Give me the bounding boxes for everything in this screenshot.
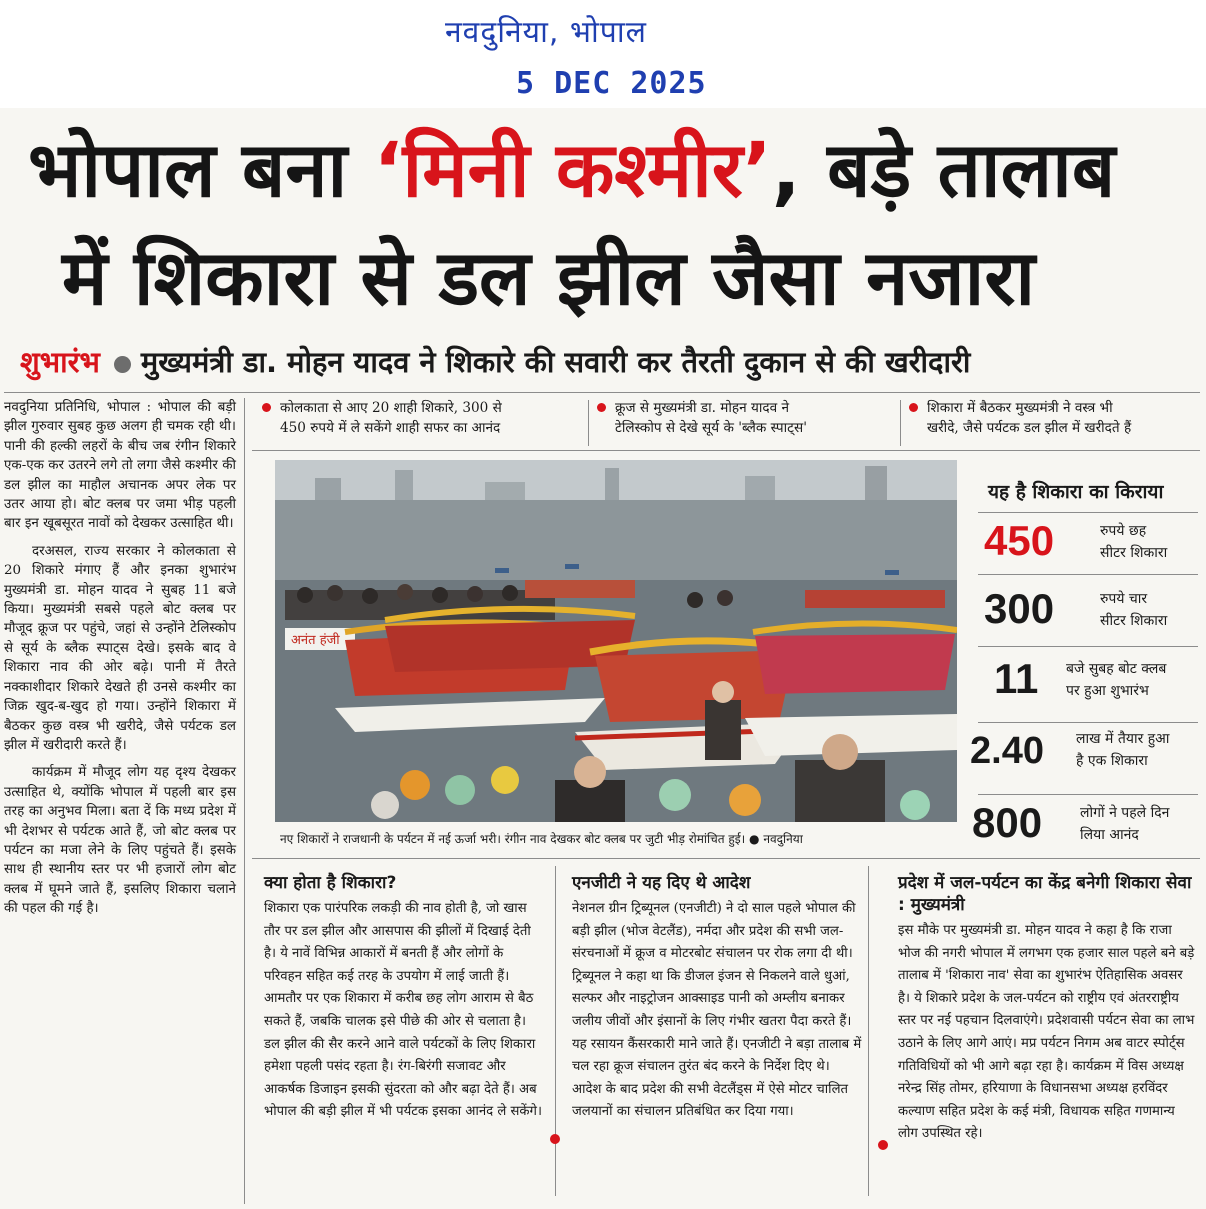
column-divider: [555, 866, 556, 1196]
headline-text: , बड़े तालाब: [771, 125, 1116, 214]
subheadline: [20, 338, 970, 386]
highlight-line: 450 रुपये में ले सकेंगे शाही सफर का आनंद: [280, 420, 501, 436]
article-body: नेशनल ग्रीन ट्रिब्यूनल (एनजीटी) ने दो साल पहले भोपाल की बड़ी झील (भोज वेटलैंड), नर्मदा और प्रदेश की सभी जल-संरचनाओं में क्रूज व मोटरबोट संचालन पर रोक लगा दी थी। ट्रिब्यूनल ने कहा था कि डीजल इंजन से निकलने वाले धुआं, सल्फर और नाइट्रोजन आक्साइड पानी को अम्लीय बनाकर जलीय जीवों और इंसानों के लिए गंभीर खतरा पैदा करते हैं। यह रसायन कैंसरकारी माने जाते हैं। एनजीटी ने बड़ा तालाब में चल रहा क्रूज संचालन तुरंत बंद करने के निर्देश दिए थे। आदेश के बाद प्रदेश की सभी वेटलैंड्स में ऐसे मोटर चालित जलयानों का संचालन प्रतिबंधित कर दिया गया।: [572, 901, 862, 1120]
fare-number: 11: [994, 655, 1039, 702]
lead-story: [4, 398, 236, 1198]
column-divider: [244, 398, 245, 1204]
article-body: इस मौके पर मुख्यमंत्री डा. मोहन यादव ने कहा है कि राजा भोज की नगरी भोपाल में लगभग एक हजार साल पहले बने बड़े तालाब में 'शिकारा नाव' सेवा का शुभारंभ ऐतिहासिक अवसर है। ये शिकारे प्रदेश के जल-पर्यटन को राष्ट्रीय एवं अंतरराष्ट्रीय स्तर पर नई पहचान दिलवाएंगे। प्रदेशवासी पर्यटन सेवा का लाभ उठाने के लिए आगे आएं। मप्र पर्यटन निगम अब वाटर स्पोर्ट्स गतिविधियों को भी आगे बढ़ा रहा है। कार्यक्रम में विस अध्यक्ष नरेन्द्र सिंह तोमर, हरियाणा के विधानसभा अध्यक्ष हरविंदर कल्याण सहित प्रदेश के कई मंत्री, विधायक सहित गणमान्य लोग उपस्थित रहे।: [898, 923, 1195, 1142]
divider: [978, 794, 1198, 795]
article-ngt-orders: [572, 872, 862, 1124]
section-tag: शुभारंभ: [20, 345, 100, 379]
fare-number: 300: [984, 585, 1055, 632]
article-title: क्या होता है शिकारा?: [264, 873, 397, 893]
fare-box-title: यह है शिकारा का किराया: [988, 481, 1164, 503]
fare-row: [970, 654, 1202, 726]
fare-label-line: रुपये छह: [1100, 523, 1147, 539]
fare-label-line: लाख में तैयार हुआ: [1076, 731, 1170, 747]
fare-number: 450: [984, 517, 1055, 564]
paragraph: कार्यक्रम में मौजूद लोग यह दृश्य देखकर उत्साहित थे, क्योंकि भोपाल में पहली बार इस तरह का अनुभव मिला। बता दें कि मध्य प्रदेश में भी देशभर से पर्यटक आते हैं, जो बोट क्लब पर पर्यटन का मजा लेने के लिए पहुंचते हैं। इसके साथ ही स्थानीय स्तर पर भी हजारों लोग बोट क्लब में घूमने जाते हैं, इसलिए शिकारा चलाने की पहल की गई है।: [4, 765, 236, 917]
fare-label: [1080, 802, 1169, 846]
bullet-dot-icon: [597, 403, 606, 412]
highlights: [255, 398, 1200, 446]
highlight-item: [927, 398, 1131, 438]
highlight-item: [615, 398, 807, 438]
fare-row: [970, 798, 1202, 870]
fare-number: 800: [972, 799, 1043, 846]
subheadline-text: मुख्यमंत्री डा. मोहन यादव ने शिकारे की सवारी कर तैरती दुकान से की खरीदारी: [140, 345, 971, 379]
divider: [978, 574, 1198, 575]
headline-line-2: में शिकारा से डल झील जैसा नजारा: [62, 233, 1036, 322]
bullet-dot-icon: [550, 1134, 560, 1144]
article-body: शिकारा एक पारंपरिक लकड़ी की नाव होती है, जो खास तौर पर डल झील और आसपास की झीलों में दिखाई देती है। ये नावें विभिन्न आकारों में बनती हैं और लोगों के परिवहन सहित कई तरह के उपयोग में लाई जाती हैं। आमतौर पर एक शिकारा में करीब छह लोग आराम से बैठ सकते हैं, जबकि चालक इसे पीछे की ओर से चलाता है। डल झील की सैर करने आने वाले पर्यटकों के लिए शिकारा हमेशा पहली पसंद रहता है। रंग-बिरंगी सजावट और आकर्षक डिजाइन इसकी सुंदरता को और बढ़ा देते हैं। अब भोपाल की बड़ी झील में भी पर्यटक इसका आनंद ले सकेंगे।: [264, 901, 542, 1120]
fare-row: [970, 514, 1202, 586]
divider: [252, 858, 1200, 859]
fare-label-line: सीटर शिकारा: [1100, 545, 1168, 561]
paragraph: नवदुनिया प्रतिनिधि, भोपाल : भोपाल की बड़ी झील गुरुवार सुबह कुछ अलग ही चमक रही थी। पानी की हल्की लहरों के बीच जब रंगीन शिकारे एक-एक कर उतरने लगे तो लगा जैसे कश्मीर की डल झील का माहौल अचानक अपर लेक पर उतर आया हो। बोट क्लब पर जमा भीड़ पहली बार इन खूबसूरत नावों को देखकर उत्साहित थी।: [4, 400, 236, 532]
bullet-dot-icon: [909, 403, 918, 412]
highlight-line: शिकारा में बैठकर मुख्यमंत्री ने वस्त्र भी: [927, 400, 1113, 416]
article-cm-statement: [898, 872, 1198, 1146]
divider: [252, 450, 1200, 451]
article-title: प्रदेश में जल-पर्यटन का केंद्र बनेगी शिकारा सेवा : मुख्यमंत्री: [898, 873, 1192, 915]
column-divider: [900, 400, 901, 446]
fare-label-line: लिया आनंद: [1080, 827, 1139, 843]
divider: [978, 646, 1198, 647]
bullet-dot-icon: [262, 403, 271, 412]
divider: [4, 392, 1200, 393]
fare-label: [1100, 520, 1167, 564]
headline-highlight: ‘मिनी कश्मीर’: [373, 125, 772, 214]
fare-label: [1100, 588, 1167, 632]
fare-label-line: लोगों ने पहले दिन: [1080, 805, 1170, 821]
column-divider: [588, 400, 589, 446]
fare-label-line: है एक शिकारा: [1076, 753, 1148, 769]
date-stamp: 5 DEC 2025: [516, 66, 707, 101]
fare-label-line: सीटर शिकारा: [1100, 613, 1168, 629]
article-title: एनजीटी ने यह दिए थे आदेश: [572, 873, 751, 893]
fare-label: [1066, 658, 1166, 702]
paragraph: दरअसल, राज्य सरकार ने कोलकाता से 20 शिकारे मंगाए हैं और इनका शुभारंभ मुख्यमंत्री डा. मोहन यादव ने सुबह 11 बजे किया। मुख्यमंत्री सबसे पहले बोट क्लब पर मौजूद क्रूज पर पहुंचे, जहां से उन्होंने टेलिस्कोप से सूर्य के ब्लैक स्पाट्स देखे। इसके बाद वे शिकारा नाव की ओर बढ़े। पानी में तैरते नक्काशीदार शिकारे देखते ही उनसे कश्मीर का जिक्र खुद-ब-खुद हो गया। उन्होंने शिकारा में बैठकर कुछ वस्त्र भी खरीदे, जैसे पर्यटक डल झील में खरीदारी करते हैं।: [4, 543, 236, 753]
bullet-dot-icon: [114, 356, 131, 373]
bullet-dot-icon: [878, 1140, 888, 1150]
divider: [978, 512, 1198, 513]
highlight-line: कोलकाता से आए 20 शाही शिकारे, 300 से: [280, 400, 502, 416]
article-what-is-shikara: [264, 872, 544, 1124]
column-divider: [868, 866, 869, 1196]
news-photo-shikara-boats: [275, 460, 957, 822]
divider: [978, 722, 1198, 723]
fare-row: [970, 726, 1202, 798]
headline-text: भोपाल बना: [28, 125, 374, 214]
fare-label-line: पर हुआ शुभारंभ: [1066, 683, 1149, 699]
photo-caption: नए शिकारों ने राजधानी के पर्यटन में नई ऊर्जा भरी। रंगीन नाव देखकर बोट क्लब पर जुटी भीड़ रोमांचित हुई। ● नवदुनिया: [280, 832, 803, 846]
highlight-item: [280, 398, 502, 438]
headline-line-1: [28, 118, 1115, 222]
fare-label-line: रुपये चार: [1100, 591, 1148, 607]
highlight-line: खरीदे, जैसे पर्यटक डल झील में खरीदते हैं: [927, 420, 1132, 436]
photo-banner-text: अनंत हंजी: [291, 633, 340, 648]
highlight-line: टेलिस्कोप से देखे सूर्य के 'ब्लैक स्पाट्स': [615, 420, 807, 436]
fare-label: [1076, 728, 1170, 772]
highlight-line: क्रूज से मुख्यमंत्री डा. मोहन यादव ने: [615, 400, 790, 416]
fare-label-line: बजे सुबह बोट क्लब: [1066, 661, 1167, 677]
fare-box: [970, 470, 1202, 860]
fare-number: 2.40: [970, 730, 1044, 772]
newspaper-stamp: नवदुनिया, भोपाल: [445, 15, 647, 50]
photo-illustration: [275, 460, 957, 822]
